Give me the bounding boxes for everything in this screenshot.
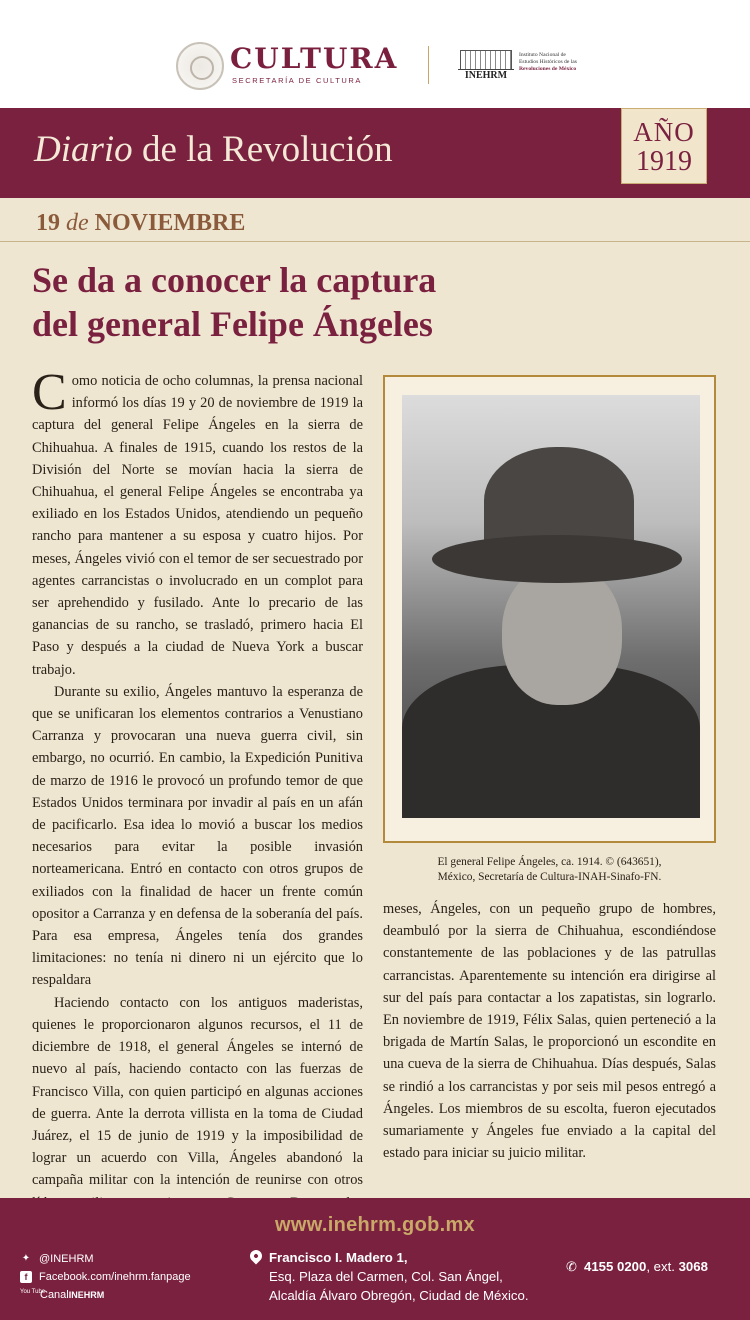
article-paragraph: meses, Ángeles, con un pequeño grupo de hombres, deambuló por la sierra de Chihuahua, escondiéndose constantemente de las poblaciones y de las patrullas carrancistas. Aparentemente su intención era dirigirse al sur del país para contactar a los zapatistas, sin lograrlo. En noviembre de 1919, Félix Salas, quien perteneció a la brigada de Martín Salas, le proporcionó un escondite en una cueva de la sierra de Chihuahua. Días después, Salas se rindió a los carrancistas y por seis mil pesos entregó a Ángeles. Los miembros de su escolta, fueron ejecutados sumariamente y Ángeles fue enviado a la capital del estado para iniciar su juicio militar.: [383, 901, 716, 1162]
facebook-url: Facebook.com/inehrm.fanpage: [39, 1271, 191, 1283]
address-lines: [269, 1248, 529, 1305]
inehrm-building-icon: [460, 50, 512, 70]
cultura-subtitle: SECRETARÍA DE CULTURA: [232, 76, 363, 85]
article-column-left: [32, 364, 363, 1236]
facebook-link[interactable]: [20, 1268, 191, 1286]
date-de: de: [66, 210, 89, 236]
article-column-right: [383, 898, 716, 1164]
date-day: 19: [36, 210, 60, 236]
cultura-logo-text: CULTURA: [230, 42, 399, 75]
headline-line: del general Felipe Ángeles: [32, 304, 433, 344]
article-paragraph: Haciendo contacto con los antiguos maderistas, quienes le proporcionaron algunos recursos, el 11 de diciembre de 1918, el general Ángeles se internó de nuevo al país, haciendo contacto con las fuerzas de Francisco Villa, con quien participó en algunas acciones de guerra. Ante la derrota villista en la toma de Ciudad Juárez, el 15 de junio de 1919 y la imposibilidad de lograr un acuerdo con Villa, Ángeles abandonó la campaña militar con la intención de reunirse con otros: [32, 994, 363, 1189]
youtube-icon: You Tube: [20, 1289, 46, 1295]
year-label: AÑO: [633, 117, 695, 147]
phone-ext: 3068: [678, 1259, 708, 1274]
paragraph-text: omo noticia de ocho columnas, la prensa nacional informó los días 19 y 20 de noviembre de 1919 la captura del general Felipe Ángeles en la sierra de Chihuahua. A finales de 1915, cuando los restos de la División del Norte se movían hacia la sierra de Chihuahua, el general Felipe Ángeles se encontraba ya exiliado en los Estados Unidos, atendiendo un pequeño rancho para mantener a su esposa y cuatro hijos. Por meses, Ángeles vivió con el temor de ser secuestrado por agentes carrancistas o involucrado en un complot para ser aprehendido y fusilado. Ante lo precario de las ganancias de su rancho, se trasladó, primero hacia El Paso y después a la ciudad de Nueva York a buscar trabajo.: [32, 373, 363, 678]
date-divider: [0, 241, 750, 242]
photo-hat-brim-shape: [432, 535, 682, 583]
drop-cap: C: [32, 364, 67, 421]
publication-title-rest: de la Revolución: [132, 129, 393, 170]
address-line: Francisco I. Madero 1,: [269, 1250, 408, 1265]
address-line: Esq. Plaza del Carmen, Col. San Ángel,: [269, 1269, 503, 1284]
article-date: [36, 210, 245, 237]
social-links: [20, 1250, 191, 1304]
year-value: 1919: [636, 146, 692, 177]
year-badge: [621, 108, 707, 184]
photo-face-shape: [502, 565, 622, 705]
inehrm-description: [519, 52, 595, 73]
location-pin-icon: [248, 1248, 265, 1265]
inehrm-desc-line: Revoluciones de México: [519, 66, 577, 72]
caption-line: El general Felipe Ángeles, ca. 1914. © (643651),: [437, 856, 662, 868]
twitter-link[interactable]: [20, 1250, 191, 1268]
facebook-icon: f: [20, 1271, 32, 1283]
headline-line: Se da a conocer la captura: [32, 260, 437, 300]
top-header: [0, 0, 750, 108]
header-divider: [428, 46, 429, 84]
phone-icon: ✆: [566, 1259, 578, 1274]
article-paragraph: Durante su exilio, Ángeles mantuvo la esperanza de que se unificaran los elementos contrarios a Venustiano Carranza y provocaran una nueva guerra civil, sin embargo, no ocurrió. En cambio, la Expedición Punitiva de marzo de 1916 le provocó un profundo temor de que Estados Unidos terminara por invadir al país en un afán de pacificarlo. Esa idea lo movió a buscar los medios necesarios para evitar la posible invasión norteamericana. Entró en contacto con otros grupos de exiliados con la finalidad de hacer un frente común opositor a Carranza y en defensa de la soberanía del país. Para esa empresa, Ángeles tenía dos grandes limitaciones: no tenía ni dinero ni un ejército que lo respaldara: [32, 683, 363, 989]
phone-number: 4155 0200: [584, 1259, 647, 1274]
caption-line: México, Secretaría de Cultura-INAH-Sinafo-FN.: [437, 870, 662, 883]
youtube-channel: INEHRM: [68, 1290, 105, 1300]
headline: [32, 258, 532, 346]
date-month: NOVIEMBRE: [94, 210, 246, 236]
twitter-handle: @INEHRM: [39, 1253, 94, 1265]
article-paragraph: [32, 364, 363, 681]
phone-contact[interactable]: [566, 1259, 708, 1275]
felipe-angeles-photo: [402, 395, 700, 818]
photo-caption: [383, 855, 716, 884]
address: [250, 1248, 529, 1305]
address-line: Alcaldía Álvaro Obregón, Ciudad de México.: [269, 1288, 529, 1303]
twitter-icon: ✦: [21, 1253, 31, 1264]
inehrm-logo-text: INEHRM: [458, 69, 514, 81]
footer: [0, 1198, 750, 1320]
youtube-prefix: Canal: [40, 1289, 69, 1301]
mexican-seal-icon: [176, 42, 224, 90]
publication-title: [34, 128, 393, 171]
publication-title-italic: Diario: [34, 129, 133, 170]
youtube-link[interactable]: [20, 1286, 191, 1304]
inehrm-desc-line: Estudios Históricos de las: [519, 59, 577, 65]
website-link[interactable]: www.inehrm.gob.mx: [275, 1214, 475, 1236]
inehrm-desc-line: Instituto Nacional de: [519, 52, 566, 58]
phone-ext-label: , ext.: [646, 1259, 679, 1274]
